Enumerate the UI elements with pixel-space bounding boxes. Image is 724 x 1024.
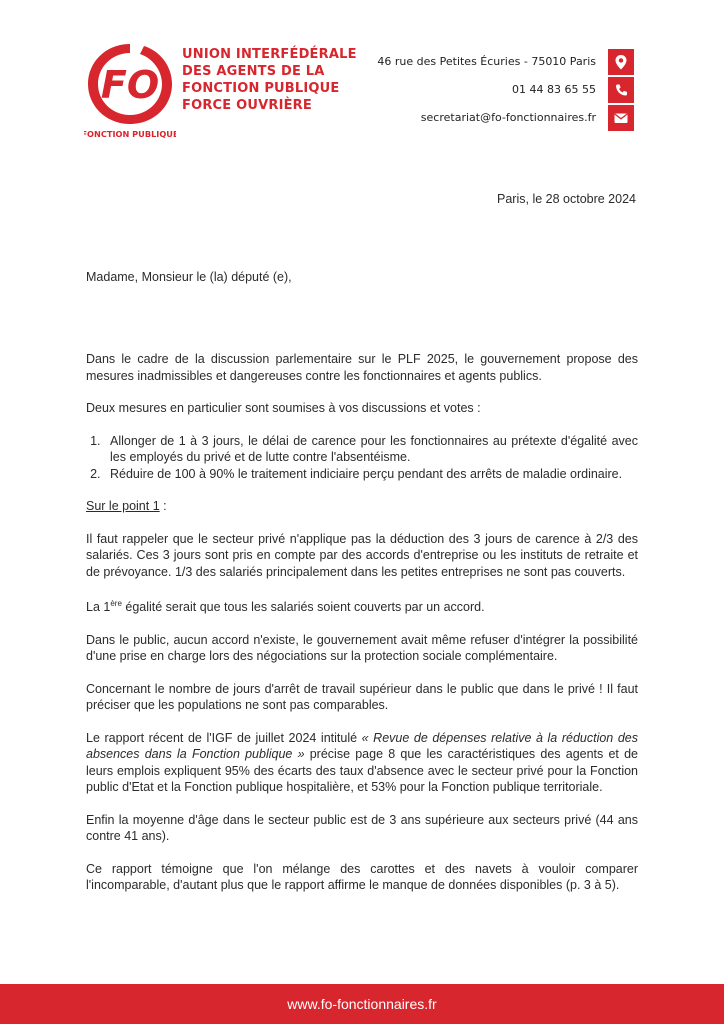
- report-title: « Revue de dépenses relative à la réduction des absences dans la Fonction publique »: [86, 730, 638, 762]
- measures-intro: Deux mesures en particulier sont soumises à vos discussions et votes :: [86, 401, 481, 415]
- location-pin-icon: [608, 49, 634, 75]
- intro-paragraph: Dans le cadre de la discussion parlementaire sur le PLF 2025, le gouvernement propose des mesures inadmissibles et dangereuses contre les fonctionnaires et agents publics.: [86, 352, 638, 383]
- conclusion-paragraph: Ce rapport témoigne que l'on mélange des carottes et des navets à vouloir comparer l'incomparable, d'autant plus que le rapport affirme le manque de données disponibles (p. 3 à 5).: [86, 861, 638, 893]
- point1-heading-text: Sur le point 1: [86, 499, 160, 513]
- list-item: 2. Réduire de 100 à 90% le traitement indiciaire perçu pendant des arrêts de maladie ordinaire.: [104, 466, 638, 483]
- org-line: FORCE OUVRIÈRE: [182, 98, 312, 113]
- point1-heading: [86, 498, 638, 515]
- equality-paragraph: [86, 596, 638, 616]
- report-paragraph: [86, 730, 638, 796]
- public-sector-paragraph: Dans le public, aucun accord n'existe, le gouvernement avait même refuser d'intégrer la possibilité d'une prise en charge lors des négociations sur la protection sociale complémentaire.: [86, 632, 638, 664]
- org-line: DES AGENTS DE LA: [182, 64, 325, 79]
- org-line: UNION INTERFÉDÉRALE: [182, 47, 357, 62]
- logo-text: FO: [100, 63, 160, 107]
- report-after: précise page 8 que les caractéristiques des agents et de leurs emplois expliquent 95% des écarts des taux d'absence avec le secteur privé pour la Fonction public d'Etat et la Fonction publique hospitalière, et 53% pour la Fonction publique territoriale.: [86, 747, 639, 795]
- age-paragraph: Enfin la moyenne d'âge dans le secteur public est de 3 ans supérieure aux secteurs privé (44 ans contre 41 ans).: [86, 812, 638, 844]
- report-before: Le rapport récent de l'IGF de juillet 2024 intitulé: [86, 730, 362, 745]
- footer-bar: [0, 984, 724, 1024]
- mail-icon: [608, 105, 634, 131]
- salutation-text: Madame, Monsieur le (la) député (e),: [86, 270, 292, 284]
- org-line: FONCTION PUBLIQUE: [182, 81, 340, 96]
- date-line: Paris, le 28 octobre 2024: [497, 192, 636, 206]
- logo-caption: FONCTION PUBLIQUE: [84, 129, 176, 139]
- address-text: 46 rue des Petites Écuries - 75010 Paris: [377, 55, 596, 68]
- salutation: [86, 269, 638, 286]
- measures-list: [86, 433, 638, 483]
- fo-logo: [84, 38, 176, 142]
- equality-before: La 1: [86, 600, 111, 615]
- fo-logo-mark: [84, 38, 176, 142]
- phone-icon: [608, 77, 634, 103]
- private-sector-paragraph: Il faut rappeler que le secteur privé n'applique pas la déduction des 3 jours de carence à 2/3 des salariés. Ces 3 jours sont pris en compte par des accords d'entreprise ou les instituts de retraite et de prévoyance. 1/3 des salariés principalement dans les petites entreprises ne sont pas couverts.: [86, 531, 638, 579]
- days-paragraph: Concernant le nombre de jours d'arrêt de travail supérieur dans le public que dans le privé ! Il faut préciser que les populations ne sont pas comparables.: [86, 681, 638, 713]
- footer-website-link[interactable]: www.fo-fonctionnaires.fr: [287, 996, 437, 1012]
- organization-name: [182, 46, 357, 114]
- equality-after: égalité serait que tous les salariés soient couverts par un accord.: [121, 600, 485, 615]
- list-item: 1. Allonger de 1 à 3 jours, le délai de carence pour les fonctionnaires au prétexte d'égalité avec les employés du privé et de lutte contre l'absentéisme.: [104, 433, 638, 466]
- equality-sup: ère: [110, 599, 122, 608]
- letter-body: [86, 351, 638, 894]
- phone-text: 01 44 83 65 55: [512, 83, 596, 96]
- email-text: secretariat@fo-fonctionnaires.fr: [420, 111, 596, 124]
- point1-colon: :: [159, 499, 167, 513]
